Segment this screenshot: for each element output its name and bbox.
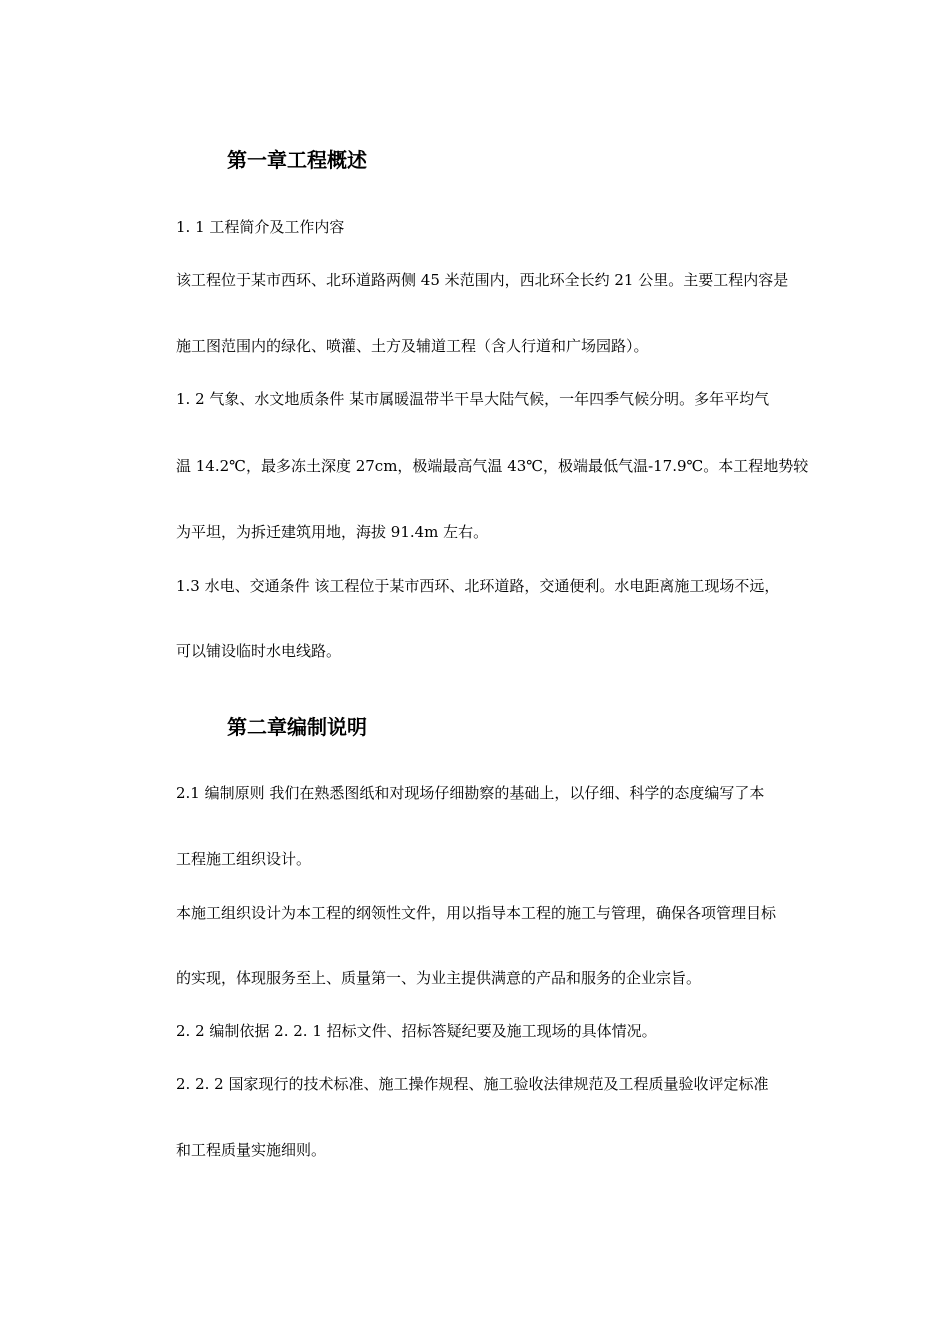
paragraph-line: 2.1 编制原则 我们在熟悉图纸和对现场仔细勘察的基础上，以仔细、科学的态度编写了本 xyxy=(176,784,765,802)
paragraph-line: 2. 2. 2 国家现行的技术标准、施工操作规程、施工验收法律规范及工程质量验收评定标准 xyxy=(176,1075,769,1093)
paragraph-line: 1. 2 气象、水文地质条件 某市属暖温带半干旱大陆气候，一年四季气候分明。多年平均气 xyxy=(176,390,770,408)
paragraph-line: 本施工组织设计为本工程的纲领性文件，用以指导本工程的施工与管理，确保各项管理目标 xyxy=(176,904,777,922)
paragraph-line: 1.3 水电、交通条件 该工程位于某市西环、北环道路，交通便利。水电距离施工现场不远， xyxy=(176,577,780,595)
paragraph-line: 温 14.2℃，最多冻土深度 27cm，极端最高气温 43℃，极端最低气温-17.9℃。本工程地势较 xyxy=(176,457,809,475)
paragraph-line: 可以铺设临时水电线路。 xyxy=(176,642,342,660)
paragraph-line: 该工程位于某市西环、北环道路两侧 45 米范围内，西北环全长约 21 公里。主要工程内容是 xyxy=(176,271,789,289)
paragraph-line: 为平坦，为拆迁建筑用地，海拔 91.4m 左右。 xyxy=(176,523,489,541)
paragraph-line: 的实现，体现服务至上、质量第一、为业主提供满意的产品和服务的企业宗旨。 xyxy=(176,969,702,987)
chapter-1-title: 第一章工程概述 xyxy=(227,148,367,172)
chapter-2-title: 第二章编制说明 xyxy=(227,715,367,739)
paragraph-line: 2. 2 编制依据 2. 2. 1 招标文件、招标答疑纪要及施工现场的具体情况。 xyxy=(176,1022,657,1040)
paragraph-line: 施工图范围内的绿化、喷灌、土方及辅道工程（含人行道和广场园路）。 xyxy=(176,337,649,355)
paragraph-line: 工程施工组织设计。 xyxy=(176,850,312,868)
paragraph-line: 1. 1 工程简介及工作内容 xyxy=(176,218,345,236)
paragraph-line: 和工程质量实施细则。 xyxy=(176,1141,327,1159)
